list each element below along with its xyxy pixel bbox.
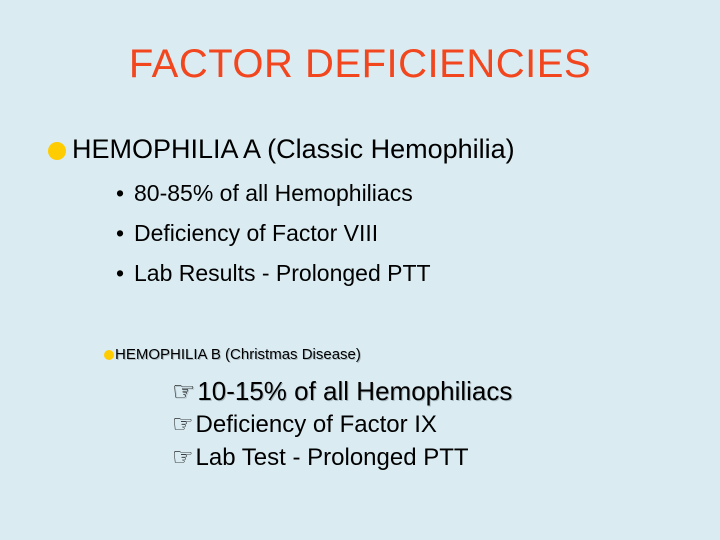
- section-a-item: [116, 180, 413, 207]
- section-b-item-text: Deficiency of Factor IX: [195, 411, 437, 438]
- section-a-item: [116, 220, 378, 247]
- section-a-heading: HEMOPHILIA A (Classic Hemophilia): [72, 134, 515, 164]
- section-b-item: [172, 410, 437, 439]
- pointing-hand-icon: ☞: [172, 377, 196, 407]
- section-a-item-text: Lab Results - Prolonged PTT: [134, 260, 431, 286]
- filled-circle-icon: [104, 350, 114, 360]
- pointing-hand-icon: ☞: [172, 410, 194, 438]
- section-b-item-text: Lab Test - Prolonged PTT: [195, 444, 469, 471]
- bullet-dot-icon: •: [116, 220, 125, 246]
- bullet-dot-icon: •: [116, 180, 125, 206]
- section-a-item: [116, 260, 431, 287]
- bullet-dot-icon: •: [116, 260, 125, 286]
- section-a-heading-row: [48, 134, 515, 165]
- section-b-heading: HEMOPHILIA B (Christmas Disease): [115, 346, 361, 363]
- slide-title: FACTOR DEFICIENCIES: [128, 42, 592, 86]
- section-b-item: [172, 376, 512, 407]
- section-b-item-text: 10-15% of all Hemophiliacs: [197, 376, 513, 406]
- section-a-item-text: Deficiency of Factor VIII: [134, 220, 379, 246]
- section-b-item: [172, 443, 469, 472]
- section-a-item-text: 80-85% of all Hemophiliacs: [134, 180, 413, 206]
- filled-circle-icon: [48, 142, 66, 160]
- pointing-hand-icon: ☞: [172, 443, 194, 471]
- section-b-heading-row: [104, 346, 361, 363]
